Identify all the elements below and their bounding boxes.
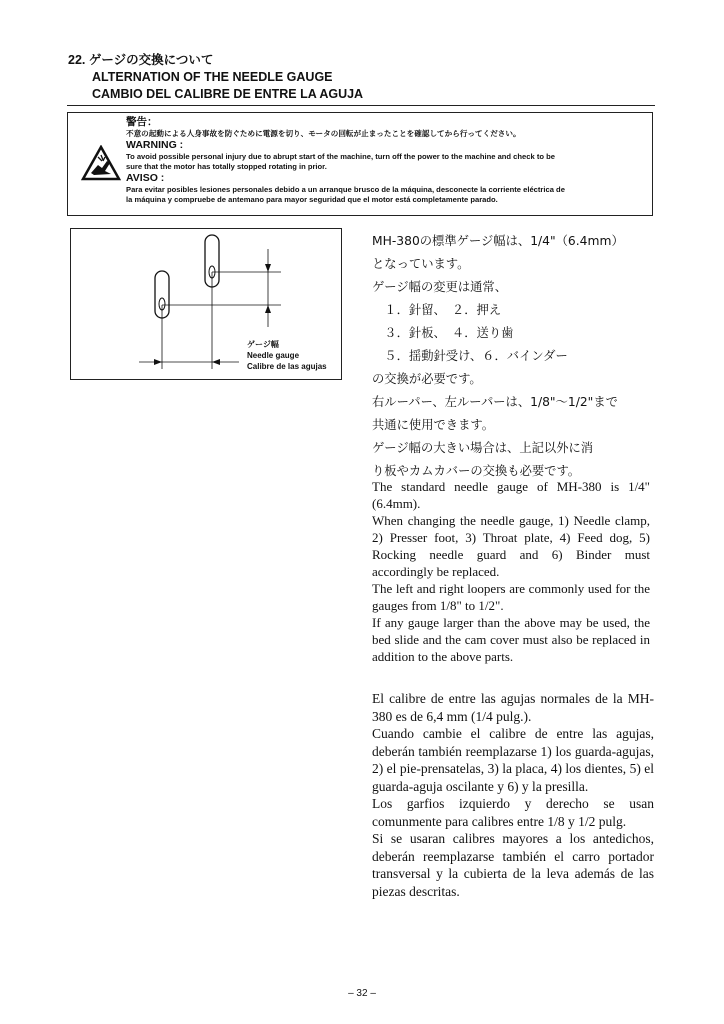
jp-line: １．針留、 ２．押え — [372, 303, 502, 317]
jp-line: 共通に使用できます。 — [372, 418, 494, 432]
jp-line: ゲージ幅の変更は通常、 — [372, 280, 508, 294]
en-paragraph: The left and right loopers are commonly used for the gauges from 1/8" to 1/2". — [372, 581, 650, 613]
jp-line: ５．揺動針受け、６．バインダー — [372, 349, 568, 363]
es-paragraph: Si se usaran calibres mayores a los antedichos, deberán reemplazarse también el carro portador transversal y la cubierta de la leva además de las piezas descritas. — [372, 831, 654, 899]
es-paragraph: Cuando cambie el calibre de entre las agujas, deberán también reemplazarse 1) los guarda-agujas, 2) el pie-prensatelas, 3) la placa, 4) los dientes, 5) el guarda-aguja oscilante y 6) y la presilla. — [372, 726, 654, 794]
hand-caution-icon — [81, 145, 121, 181]
figure-label-jp: ゲージ幅 — [247, 340, 279, 349]
japanese-text — [372, 230, 672, 483]
jp-line: ３．針板、 ４．送り歯 — [372, 326, 514, 340]
jp-line: MH-380の標準ゲージ幅は、1/4"（6.4mm） — [372, 234, 624, 248]
warning-text-es-2: la máquina y compruebe de antemano para mayor seguridad que el motor está completamente parado. — [126, 195, 498, 204]
section-title — [68, 52, 363, 103]
section-title-en: ALTERNATION OF THE NEEDLE GAUGE — [92, 70, 333, 84]
jp-line: 右ルーパー、左ルーパーは、1/8"～1/2"まで — [372, 395, 618, 409]
en-paragraph: The standard needle gauge of MH-380 is 1/4" (6.4mm). — [372, 479, 650, 511]
jp-line: ゲージ幅の大きい場合は、上記以外に消 — [372, 441, 594, 455]
es-paragraph: Los garfios izquierdo y derecho se usan comunmente para calibres entre 1/8 y 1/2 pulg. — [372, 796, 654, 829]
en-paragraph: If any gauge larger than the above may be used, the bed slide and the cam cover must also be replaced in addition to the above parts. — [372, 615, 650, 664]
page-number: – 32 – — [348, 988, 376, 999]
es-paragraph: El calibre de entre las agujas normales de la MH-380 es de 6,4 mm (1/4 pulg.). — [372, 691, 654, 724]
warning-heading-en: WARNING : — [126, 139, 184, 151]
figure-label-en: Needle gauge — [247, 351, 300, 360]
warning-text-jp: 不意の起動による人身事故を防ぐために電源を切り、モータの回転が止まったことを確認してから行ってください。 — [126, 129, 521, 138]
section-title-es: CAMBIO DEL CALIBRE DE ENTRE LA AGUJA — [92, 87, 364, 101]
warning-text-en-1: To avoid possible personal injury due to abrupt start of the machine, turn off the power to the machine and check to be — [126, 152, 555, 161]
warning-text-en-2: sure that the motor has totally stopped rotating in prior. — [126, 162, 327, 171]
en-paragraph: When changing the needle gauge, 1) Needle clamp, 2) Presser foot, 3) Throat plate, 4) Feed dog, 5) Rocking needle guard and 6) Binder must accordingly be replaced. — [372, 513, 650, 579]
jp-line: となっています。 — [372, 257, 470, 271]
figure-label-es: Calibre de las agujas — [247, 362, 327, 371]
warning-heading-jp: 警告： — [126, 116, 158, 128]
warning-heading-es: AVISO : — [126, 172, 165, 184]
jp-line: り板やカムカバーの交換も必要です。 — [372, 464, 581, 478]
warning-box — [67, 112, 653, 216]
spanish-text — [372, 690, 654, 900]
jp-line: の交換が必要です。 — [372, 372, 482, 386]
needle-gauge-figure — [70, 228, 342, 380]
english-text — [372, 478, 650, 665]
title-divider — [67, 105, 655, 106]
section-title-jp: 22. ゲージの交換について — [68, 53, 214, 67]
warning-text-es-1: Para evitar posibles lesiones personales debido a un arranque brusco de la máquina, desconecte la corriente eléctrica de — [126, 185, 565, 194]
